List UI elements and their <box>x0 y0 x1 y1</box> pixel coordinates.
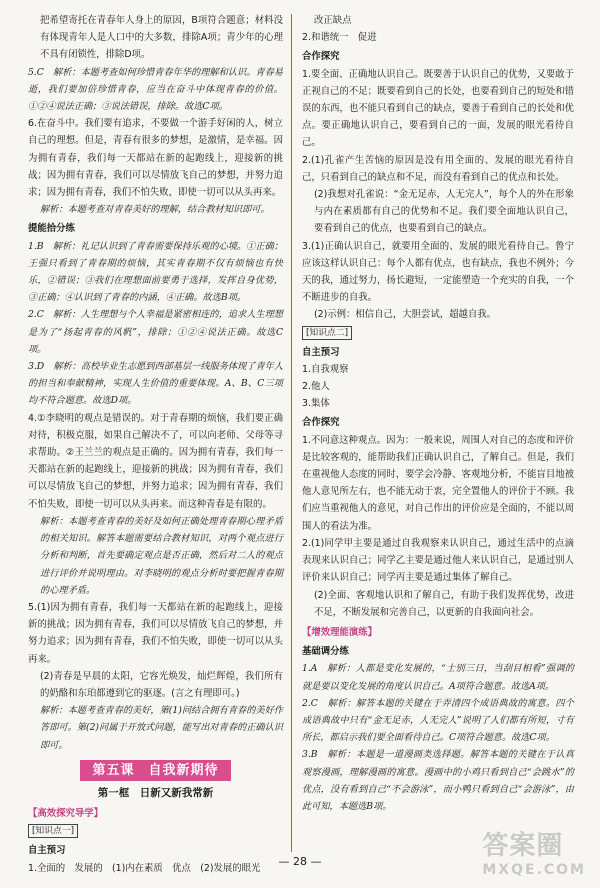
knowledge-point-label: [知识点二] <box>302 326 352 340</box>
answer-item: 1.全面的 发展的 (1)内在素质 优点 (2)发展的眼光 <box>28 862 261 874</box>
analysis: 解析：本题考查青春的美好，第(1)问结合拥有青春的美好作答即可。第(2)问属于开放式问题，能写出对青春的正确认识即可。 <box>40 705 283 751</box>
answer-item: 2.他人 <box>302 381 330 393</box>
answer-item: (2)示例：相信自己，大胆尝试，超越自我。 <box>314 309 497 321</box>
answer-item: 2.C 解析：解答本题的关键在于弄清四个成语典故的寓意。四个成语典故中只有“金无足赤，人无完人”说明了人们都有所短，寸有所长，都启示我们要全面看待自己。C项符合题意。故选C项。 <box>302 697 574 744</box>
analysis: 解析：本题考查青春的美好及如何正确处理青春期心理矛盾的相关知识。解答本题需要结合教材知识，对两个观点进行分析和判断，首先要确定观点是否正确，然后对二人的观点进行评价并说明理由。对李晓明的观点分析时要把握青春期的心理矛盾。 <box>40 515 283 596</box>
section-heading: 提能拾分练 <box>28 223 75 235</box>
paragraph: 改正缺点 <box>314 15 352 26</box>
frame-title: 第一框 日新又新我常新 <box>97 786 214 799</box>
left-column <box>28 12 283 877</box>
answer-item: (2)我想对孔雀说：“金无足赤，人无完人”，每个人的外在形象与内在素质都有自己的优势和不足。我们要全面地认识自己，要看到自己的优点，也要看到自己的缺点。 <box>314 189 574 235</box>
answer-item: 3.B 解析：本题是一道漫画类选择题。解答本题的关键在于认真观察漫画，理解漫画的寓意。漫画中的小鸡只看到自己“会跳水”的优点，没有看到自己“不会游泳”，而小鸭只看到自己“会游泳”，由此可知，本题选B项。 <box>302 749 574 812</box>
section-heading: 合作探究 <box>302 51 340 63</box>
answer-item: 2.(1)同学甲主要是通过自我观察来认识自己，通过生活中的点滴表现来认识自己；同学乙主要是通过他人来认识自己，是通过别人评价来认识自己；同学丙主要是通过集体了解自己。 <box>302 537 574 584</box>
answer-item: 3.集体 <box>302 398 330 410</box>
paragraph: 把希望寄托在青春年人身上的原因，B项符合题意；材料没有体现青年人是人口中的大多数，排除A项；青少年的心理不具有闭锁性，排除D项。 <box>40 15 283 61</box>
watermark <box>482 825 586 878</box>
watermark-title: 答案圈 <box>482 831 564 861</box>
right-column <box>302 12 574 815</box>
answer-item: 1.A 解析：人都是变化发展的，“士别三日，当刮目相看”强调的就是要以变化发展的角度认识自己。A项符合题意。故选A项。 <box>302 663 574 692</box>
answer-item: 1.不同意这种观点。因为：一般来说，周围人对自己的态度和评价是比较客观的，能帮助我们正确认识自己，了解自己。但是，我们在重视他人态度的同时，要学会冷静、客观地分析，不能盲目地被他人意见所左右，也不能无动于衷，完全置他人的评价于不顾。我们应当重视他人的意见，对自己作出的评价应是全面的，不能以周围人的看法为准。 <box>302 434 574 532</box>
answer-item: 3.D 解析：高校毕业生志愿到西部基层一线服务体现了青年人的担当和奉献精神，实现人生价值的重要体现。A、B、C三项均不符合题意。故选D项。 <box>28 361 284 407</box>
answer-item: 5.(1)因为拥有青春，我们每一天都站在新的起跑线上，迎接新的挑战；因为拥有青春，我们可以尽情放飞自己的梦想，并努力追求；因为拥有青春，我们不怕失败，即使一切可以从头再来。 <box>28 601 283 665</box>
lesson-title: 第五课 自我新期待 <box>80 760 230 781</box>
section-heading: 合作探究 <box>302 417 340 429</box>
page-number: — 28 — <box>278 855 322 868</box>
answer-item: (2)全面、客观地认识和了解自己，有助于我们发挥优势，改进不足，不断发展和完善自己，以更新的自我面向社会。 <box>314 589 574 618</box>
answer-item: 2.和谐统一 促进 <box>302 32 377 44</box>
answer-item: 1.要全面、正确地认识自己。既要善于认识自己的优势，又要敢于正视自己的不足；既要看到自己的长处，也要看到自己的短处和错误的东西，也不能只看到自己的缺点，要善于看到自己的长处和优点。要正确地认识自己，要看到自己的一面，发展的眼光看待自己。 <box>302 68 574 149</box>
answer-item: 4.①李晓明的观点是错误的。对于青春期的烦恼，我们要正确对待，积极克服，如果自己解决不了，可以向老师、父母等寻求帮助。②王兰兰的观点是正确的。因为拥有青春，我们每一天都站在新的起跑线上，迎接新的挑战；因为拥有青春，我们可以尽情放飞自己的梦想，并努力追求；因为拥有青春，我们不怕失败，即使一切可以从头再来。而这种青春是有限的。 <box>28 412 283 510</box>
section-heading: 自主预习 <box>302 346 340 358</box>
answer-item: 2.C 解析：人生理想与个人幸福是紧密相连的，追求人生理想是为了“扬起青春的风帆”，排除；①②④说法正确。故选C项。 <box>28 309 283 355</box>
section-tag: 【高效探究导学】 <box>28 808 104 820</box>
lesson-header <box>28 760 283 781</box>
column-divider <box>291 14 292 852</box>
answer-item: 2.(1)孔雀产生苦恼的原因是没有用全面的、发展的眼光看待自己，只看到自己的缺点和不足，而没有看到自己的优点和长处。 <box>302 154 574 183</box>
watermark-site: MXQE.COM <box>482 862 586 878</box>
knowledge-point-label: [知识点一] <box>28 824 78 838</box>
answer-item: 1.B 解析：礼记认识到了青春需要保持乐观的心境。①正确；王强只看到了青春期的烦恼，其实青春期不仅有烦恼也有快乐，②错误；③我们在理想面前要勇于选择，发挥自身优势，③正确；④认识到了青春的内涵，④正确。故选B项。 <box>28 240 283 304</box>
section-tag: 【增效理能演练】 <box>302 626 378 638</box>
answer-item: 3.(1)正确认识自己，就要用全面的、发展的眼光看待自己。鲁宁应该这样认识自己：每个人都有优点，也有缺点，我也不例外；今天的我，通过努力，扬长避短，一定能塑造一个充实的自我，一个不断进步的自我。 <box>302 240 574 304</box>
section-heading: 自主预习 <box>28 845 66 857</box>
answer-item: 1.自我观察 <box>302 363 349 375</box>
section-heading: 基础调分练 <box>302 646 349 658</box>
answer-item: (2)青春是早晨的太阳，它容光焕发，灿烂辉煌，我们所有的奶酪和东珀都遵到它的驱逐。(言之有理即可。) <box>40 670 283 699</box>
analysis: 解析：本题考查对青春美好的理解，结合教材知识即可。 <box>40 204 270 216</box>
answer-item: 6.在奋斗中。我们要有追求，不要做一个游手好闲的人，树立自己的理想。但是，青春有很多的梦想，是激情，是幸福。因为拥有青春，我们每一天都站在新的起跑线上，迎接新的挑战；因为拥有青春，我们可以尽情放飞自己的梦想，并努力追求；因为拥有青春，我们不怕失败，即使一切可以从头再来。 <box>28 118 283 199</box>
answer-item: 5.C 解析：本题考查如何珍惜青春年华的理解和认识。青春易逝，我们要加倍珍惜青春，应当在奋斗中体现青春的价值。①②④说法正确；③说法错误，排除。故选C项。 <box>28 66 283 113</box>
